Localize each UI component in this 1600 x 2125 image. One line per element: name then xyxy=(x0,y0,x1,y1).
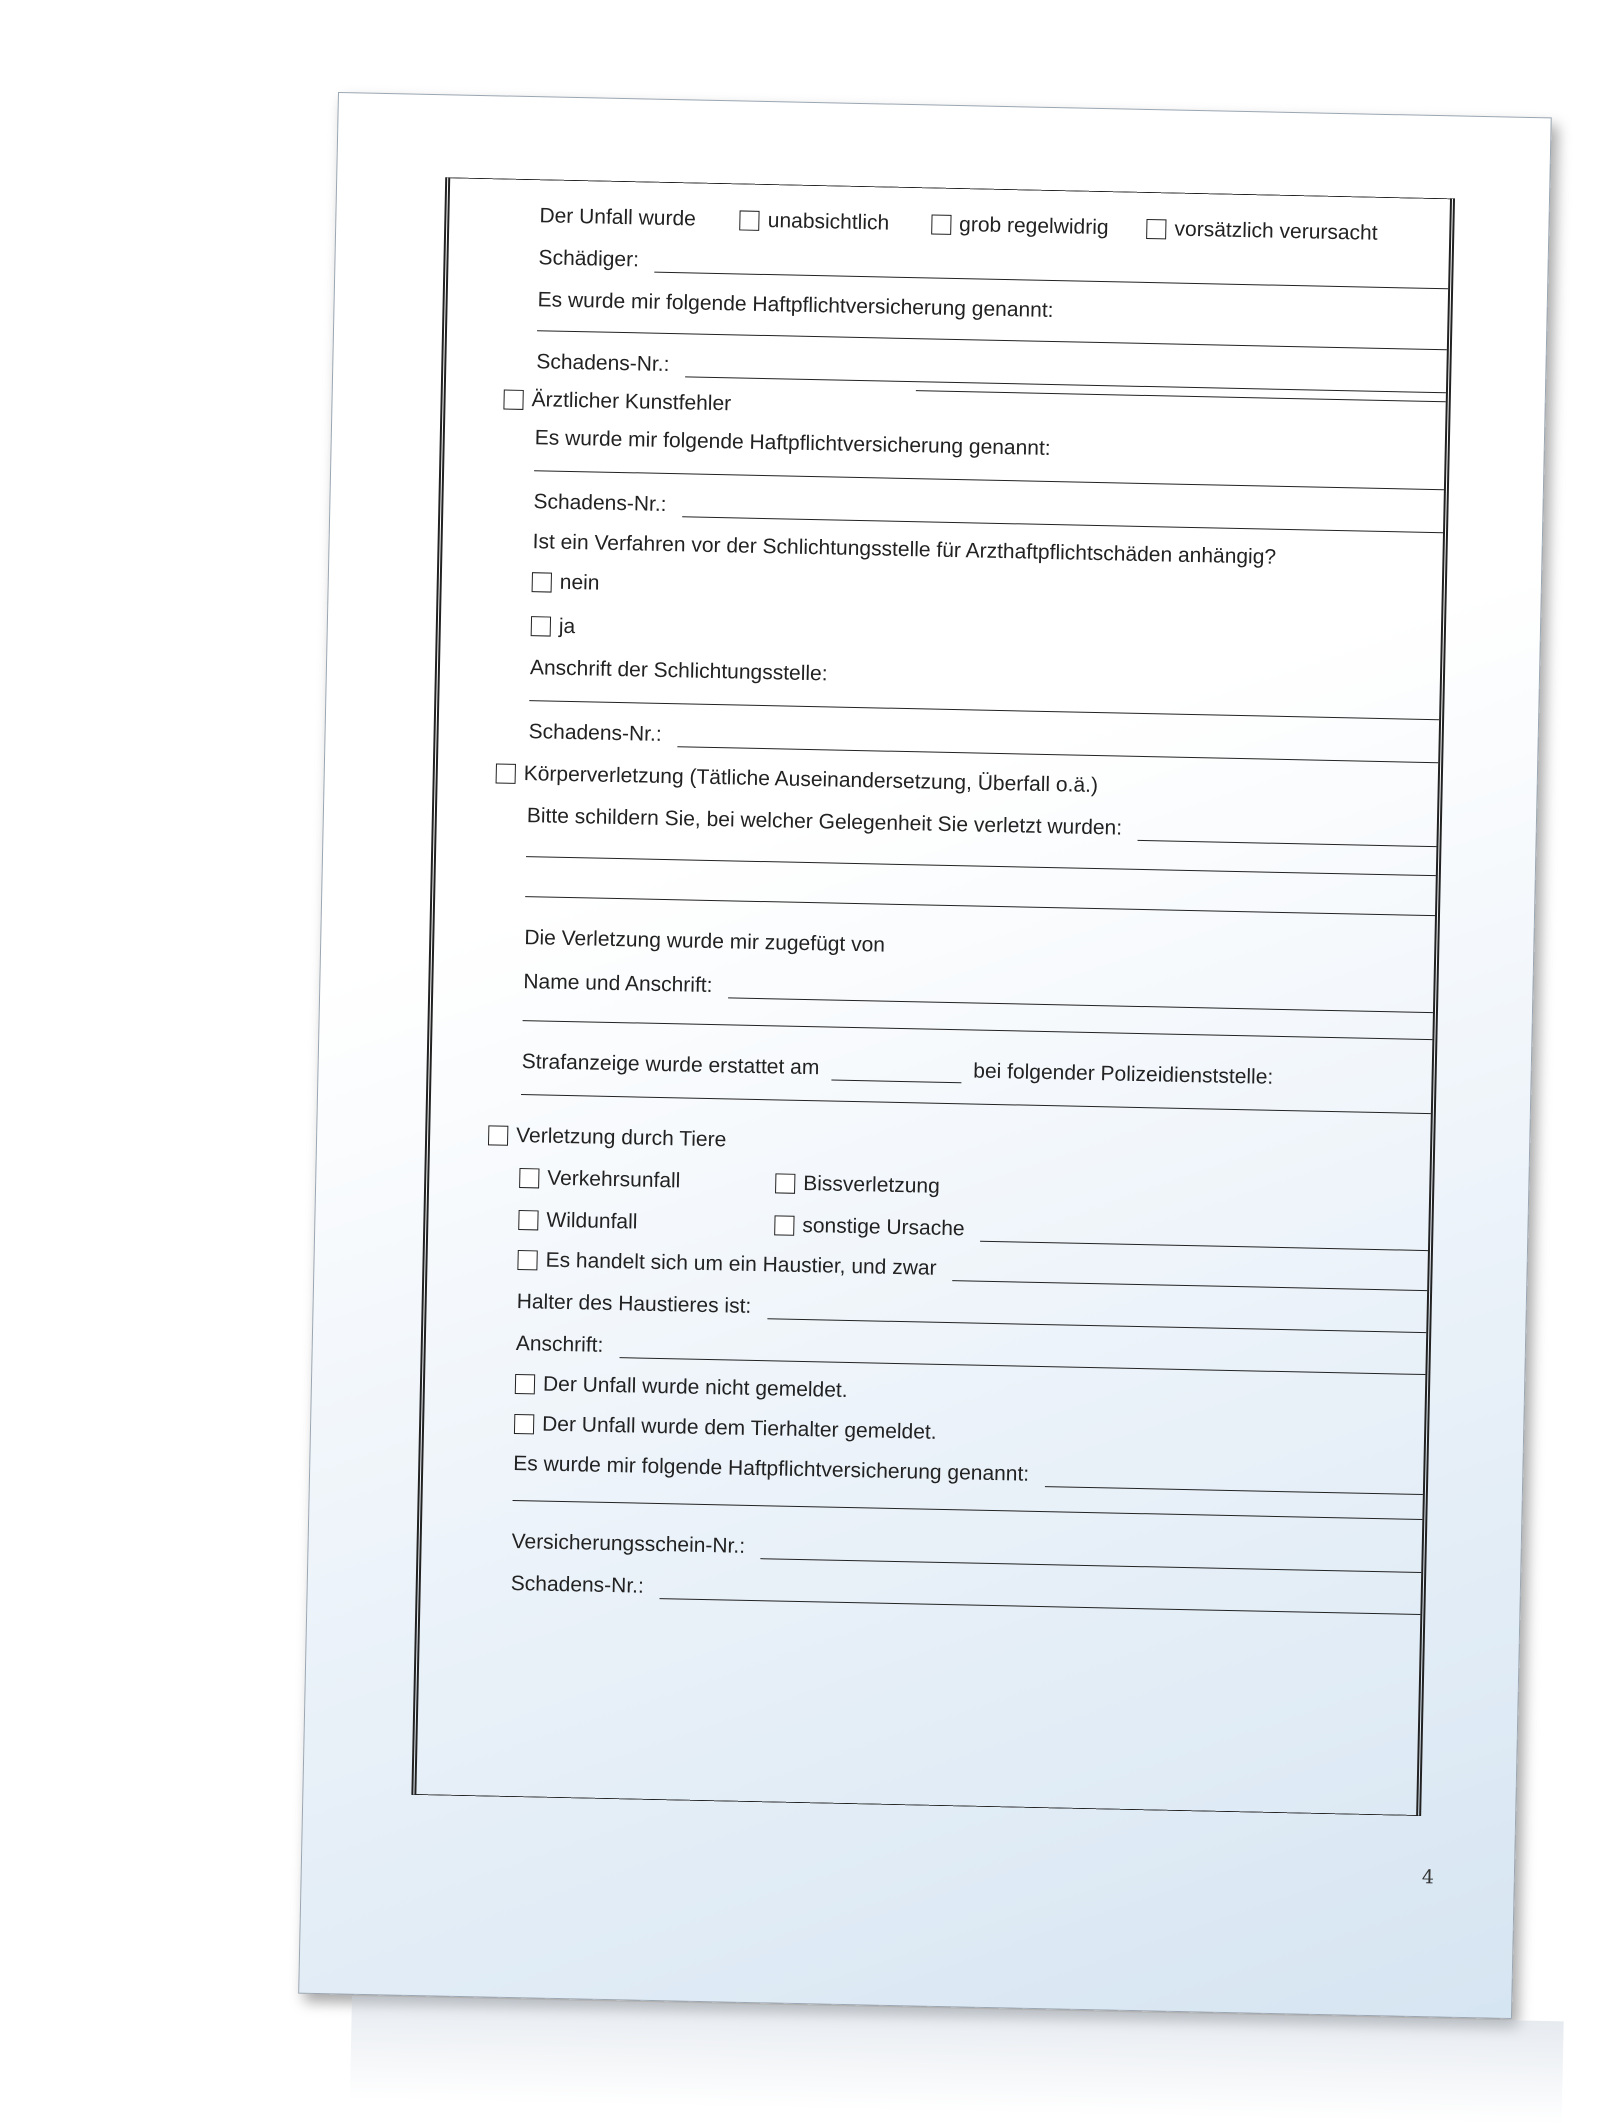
schildern-field[interactable] xyxy=(1138,820,1437,847)
verkehrsunfall-label: Verkehrsunfall xyxy=(547,1166,681,1193)
haft3-label: Es wurde mir folgende Haftpflichtversicherung genannt: xyxy=(513,1451,1030,1486)
verkehrsunfall-checkbox[interactable] xyxy=(519,1168,539,1188)
document-page xyxy=(298,92,1552,2019)
form-frame xyxy=(411,177,1455,1816)
polizei-field[interactable] xyxy=(521,1094,1431,1114)
haft3-line2[interactable] xyxy=(513,1500,1423,1520)
strafanzeige-label: Strafanzeige wurde erstattet am xyxy=(521,1050,820,1080)
zugefuegt-label: Die Verletzung wurde mir zugefügt von xyxy=(524,926,886,957)
schildern-line2[interactable] xyxy=(526,856,1436,876)
halter-field[interactable] xyxy=(767,1298,1427,1333)
strafanzeige-date-field[interactable] xyxy=(831,1060,961,1084)
ja-checkbox[interactable] xyxy=(531,616,551,636)
vorsaetzlich-checkbox[interactable] xyxy=(1146,219,1166,239)
grob-regelwidrig-checkbox[interactable] xyxy=(931,214,951,234)
tierhalter-gemeldet-label: Der Unfall wurde dem Tierhalter gemeldet. xyxy=(541,1412,937,1444)
schadensnr4-field[interactable] xyxy=(660,1578,1421,1615)
nicht-gemeldet-checkbox[interactable] xyxy=(515,1374,535,1394)
kunstfehler-label: Ärztlicher Kunstfehler xyxy=(531,388,732,416)
haft2-label: Es wurde mir folgende Haftpflichtversicherung genannt: xyxy=(534,426,1051,461)
kunstfehler-checkbox[interactable] xyxy=(503,390,523,410)
koerper-checkbox[interactable] xyxy=(496,763,516,783)
schildern-line3[interactable] xyxy=(525,896,1435,916)
bissverletzung-checkbox[interactable] xyxy=(775,1173,795,1193)
versicherungsschein-label: Versicherungsschein-Nr.: xyxy=(511,1529,746,1558)
versicherungsschein-field[interactable] xyxy=(761,1538,1422,1573)
nicht-gemeldet-label: Der Unfall wurde nicht gemeldet. xyxy=(542,1372,848,1402)
name-anschrift-row xyxy=(523,960,1434,1013)
nein-checkbox[interactable] xyxy=(532,572,552,592)
wildunfall-checkbox[interactable] xyxy=(518,1210,538,1230)
verfahren-label: Ist ein Verfahren vor der Schlichtungsstelle für Arzthaftpflichtschäden anhängig? xyxy=(532,530,1277,569)
schaediger-label: Schädiger: xyxy=(538,246,640,272)
sonstige-checkbox[interactable] xyxy=(774,1215,794,1235)
haustier-label: Es handelt sich um ein Haustier, und zwar xyxy=(545,1248,937,1280)
ja-row xyxy=(531,604,732,642)
unabsichtlich-checkbox[interactable] xyxy=(740,210,760,230)
schadensnr3-label: Schadens-Nr.: xyxy=(528,720,662,746)
haft2-row xyxy=(535,416,1446,469)
halter-label: Halter des Haustieres ist: xyxy=(516,1290,752,1318)
anschrift-schlichtung-label: Anschrift der Schlichtungsstelle: xyxy=(529,656,828,686)
haustier-checkbox[interactable] xyxy=(517,1250,537,1270)
nein-label: nein xyxy=(559,570,600,595)
schadensnr4-label: Schadens-Nr.: xyxy=(510,1571,645,1598)
sonstige-label: sonstige Ursache xyxy=(802,1213,965,1241)
haft1-label: Es wurde mir folgende Haftpflichtversicherung genannt: xyxy=(537,288,1054,323)
anschrift-label: Anschrift: xyxy=(515,1332,604,1357)
polizei-label: bei folgender Polizeidienststelle: xyxy=(973,1059,1274,1089)
nein-row xyxy=(532,560,733,598)
zugefuegt-row xyxy=(524,916,1435,969)
anschrift-schlichtung-row xyxy=(530,646,1441,699)
wildunfall-label: Wildunfall xyxy=(546,1208,638,1234)
schildern-label: Bitte schildern Sie, bei welcher Gelegenheit Sie verletzt wurden: xyxy=(526,804,1123,840)
grob-regelwidrig-label: grob regelwidrig xyxy=(958,213,1109,240)
unfall-label: Der Unfall wurde xyxy=(539,204,697,231)
koerper-label: Körperverletzung (Tätliche Auseinandersetzung, Überfall o.ä.) xyxy=(523,762,1099,798)
tiere-label: Verletzung durch Tiere xyxy=(515,1123,727,1152)
sonstige-field[interactable] xyxy=(980,1221,1428,1251)
page-number: 4 xyxy=(1421,1866,1435,1889)
haustier-field[interactable] xyxy=(952,1260,1427,1291)
tiere-row xyxy=(488,1113,1089,1160)
ja-label: ja xyxy=(558,614,576,639)
schadensnr1-label: Schadens-Nr.: xyxy=(536,350,670,376)
unabsichtlich-label: unabsichtlich xyxy=(767,209,890,235)
schadensnr2-label: Schadens-Nr.: xyxy=(533,490,667,516)
tiere-checkbox[interactable] xyxy=(488,1125,508,1145)
strafanzeige-row xyxy=(521,1040,1432,1093)
tierhalter-gemeldet-checkbox[interactable] xyxy=(514,1414,534,1434)
haft3-field[interactable] xyxy=(1045,1466,1423,1495)
name-anschrift-field[interactable] xyxy=(728,977,1433,1013)
name-anschrift-label: Name und Anschrift: xyxy=(523,970,713,998)
name-anschrift-line2[interactable] xyxy=(523,1020,1433,1040)
vorsaetzlich-label: vorsätzlich verursacht xyxy=(1174,217,1378,245)
bissverletzung-label: Bissverletzung xyxy=(803,1171,941,1198)
